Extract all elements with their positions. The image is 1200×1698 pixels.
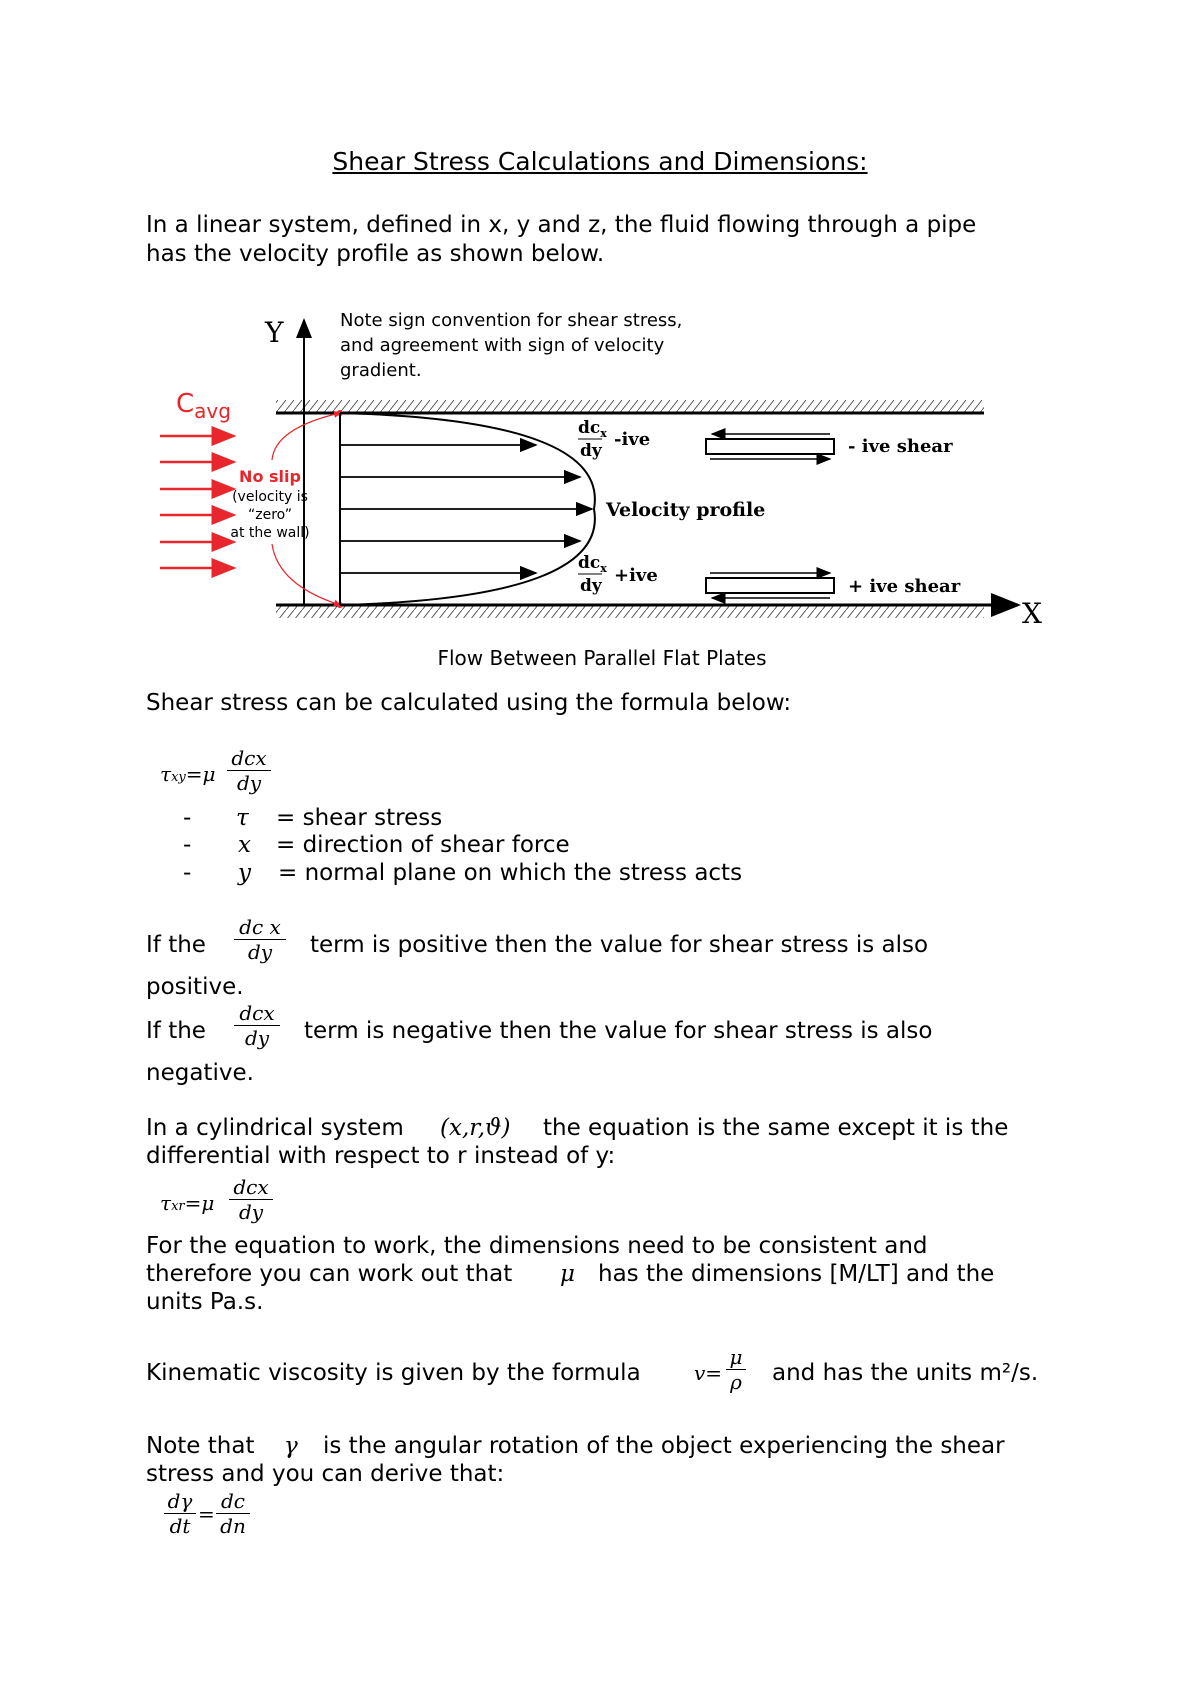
cylindrical-suffix: the equation is the same except it is the xyxy=(543,1115,1009,1141)
negative-shear-label: - ive shear xyxy=(848,436,953,457)
dimensions-line-2-suffix: has the dimensions [M/LT] and the xyxy=(598,1261,995,1287)
bullet-dash: - xyxy=(183,805,192,831)
positive-gradient xyxy=(578,553,658,596)
positive-shear-label: + ive shear xyxy=(848,576,961,597)
formula-1-lhs: τxy=μ xyxy=(160,762,216,786)
grad-den: dy xyxy=(580,441,602,461)
no-slip-line-2: (velocity is xyxy=(232,489,308,505)
bullet-symbol: y xyxy=(238,860,251,886)
figure-caption: Flow Between Parallel Flat Plates xyxy=(437,646,767,670)
note-prefix: Note that xyxy=(146,1433,255,1459)
positive-rule-text: term is positive then the value for shear stress is also xyxy=(310,932,929,958)
negative-rule-prefix: If the xyxy=(146,1018,206,1044)
formula-3-equals: = xyxy=(198,1502,215,1526)
negative-rule-text: term is negative then the value for shear stress is also xyxy=(304,1018,933,1044)
bullet-text: = shear stress xyxy=(276,805,443,831)
bullet-dash: - xyxy=(183,860,192,886)
dimensions-line-1: For the equation to work, the dimensions need to be consistent and xyxy=(146,1233,928,1259)
page-title: Shear Stress Calculations and Dimensions: xyxy=(332,147,868,176)
bullet-dash: - xyxy=(183,832,192,858)
bottom-wall-hatch xyxy=(276,606,984,618)
no-slip-line-4: at the wall) xyxy=(230,525,310,541)
note-line-2: and agreement with sign of velocity xyxy=(340,335,665,356)
grad-num: $dc_x$ xyxy=(578,418,607,440)
kinematic-suffix: and has the units m²/s. xyxy=(772,1360,1039,1386)
c-avg-label: $C_{avg}$ xyxy=(176,389,231,423)
cylindrical-line-2: differential with respect to r instead of y: xyxy=(146,1143,616,1169)
formula-3-lhs-fraction: $\frac{d\gamma}{dt}$ xyxy=(164,1489,196,1538)
dimensions-line-3: units Pa.s. xyxy=(146,1289,264,1315)
formula-2-fraction: dcx dy xyxy=(229,1175,273,1224)
top-wall-hatch xyxy=(276,400,984,412)
bullet-text: = normal plane on which the stress acts xyxy=(278,860,743,886)
inlet-arrows xyxy=(160,436,234,568)
dimensions-line-2-prefix: therefore you can work out that xyxy=(146,1261,513,1287)
positive-rule-prefix: If the xyxy=(146,932,206,958)
profile-arrows xyxy=(340,445,592,573)
formula-intro: Shear stress can be calculated using the formula below: xyxy=(146,690,792,716)
negative-rule-fraction: dcx dy xyxy=(234,1001,280,1050)
x-axis-label: X xyxy=(1022,597,1042,630)
grad-num: $dc_x$ xyxy=(578,553,607,575)
note-line-3: gradient. xyxy=(340,360,422,381)
no-slip-pointer-bottom xyxy=(272,544,340,605)
cylindrical-coords: (x,r,ϑ) xyxy=(440,1115,511,1141)
kinematic-fraction: $\frac{\mu}{\rho}$ xyxy=(726,1345,746,1394)
negative-shear-element xyxy=(706,439,834,454)
negative-rule-end: negative. xyxy=(146,1060,254,1086)
velocity-profile-figure xyxy=(150,300,1070,680)
velocity-profile-label: Velocity profile xyxy=(606,499,766,521)
positive-rule-end: positive. xyxy=(146,974,244,1000)
kinematic-prefix: Kinematic viscosity is given by the formula xyxy=(146,1360,641,1386)
formula-2-lhs: τxr=μ xyxy=(160,1191,215,1215)
note-symbol: γ xyxy=(284,1433,298,1459)
note-line-1: Note sign convention for shear stress, xyxy=(340,310,683,331)
dimensions-symbol: μ xyxy=(560,1261,575,1287)
formula-3-rhs-fraction: $\frac{dc}{dn}$ xyxy=(216,1489,250,1538)
grad-den: dy xyxy=(580,576,602,596)
negative-label: -ive xyxy=(614,429,651,450)
positive-shear-element xyxy=(706,578,834,593)
cylindrical-prefix: In a cylindrical system xyxy=(146,1115,404,1141)
formula-1-fraction: dcx dy xyxy=(227,746,271,795)
bullet-symbol: τ xyxy=(236,805,249,831)
note-suffix: is the angular rotation of the object experiencing the shear xyxy=(323,1433,1005,1459)
intro-line-1: In a linear system, defined in x, y and z, the fluid flowing through a pipe xyxy=(146,212,977,238)
positive-rule-fraction: $\frac{\text{dc x}}{dy}$ xyxy=(234,915,286,964)
y-axis-label: Y xyxy=(265,316,284,349)
bullet-symbol: x xyxy=(238,832,251,858)
no-slip-line-3: “zero” xyxy=(248,507,292,523)
no-slip-label: No slip xyxy=(239,467,301,486)
bullet-text: = direction of shear force xyxy=(276,832,570,858)
intro-line-2: has the velocity profile as shown below. xyxy=(146,241,605,267)
kinematic-lhs: v= xyxy=(694,1361,723,1385)
no-slip-pointer-top xyxy=(272,413,340,460)
note-line-2: stress and you can derive that: xyxy=(146,1461,505,1487)
positive-label: +ive xyxy=(614,565,658,586)
negative-gradient xyxy=(578,418,650,461)
